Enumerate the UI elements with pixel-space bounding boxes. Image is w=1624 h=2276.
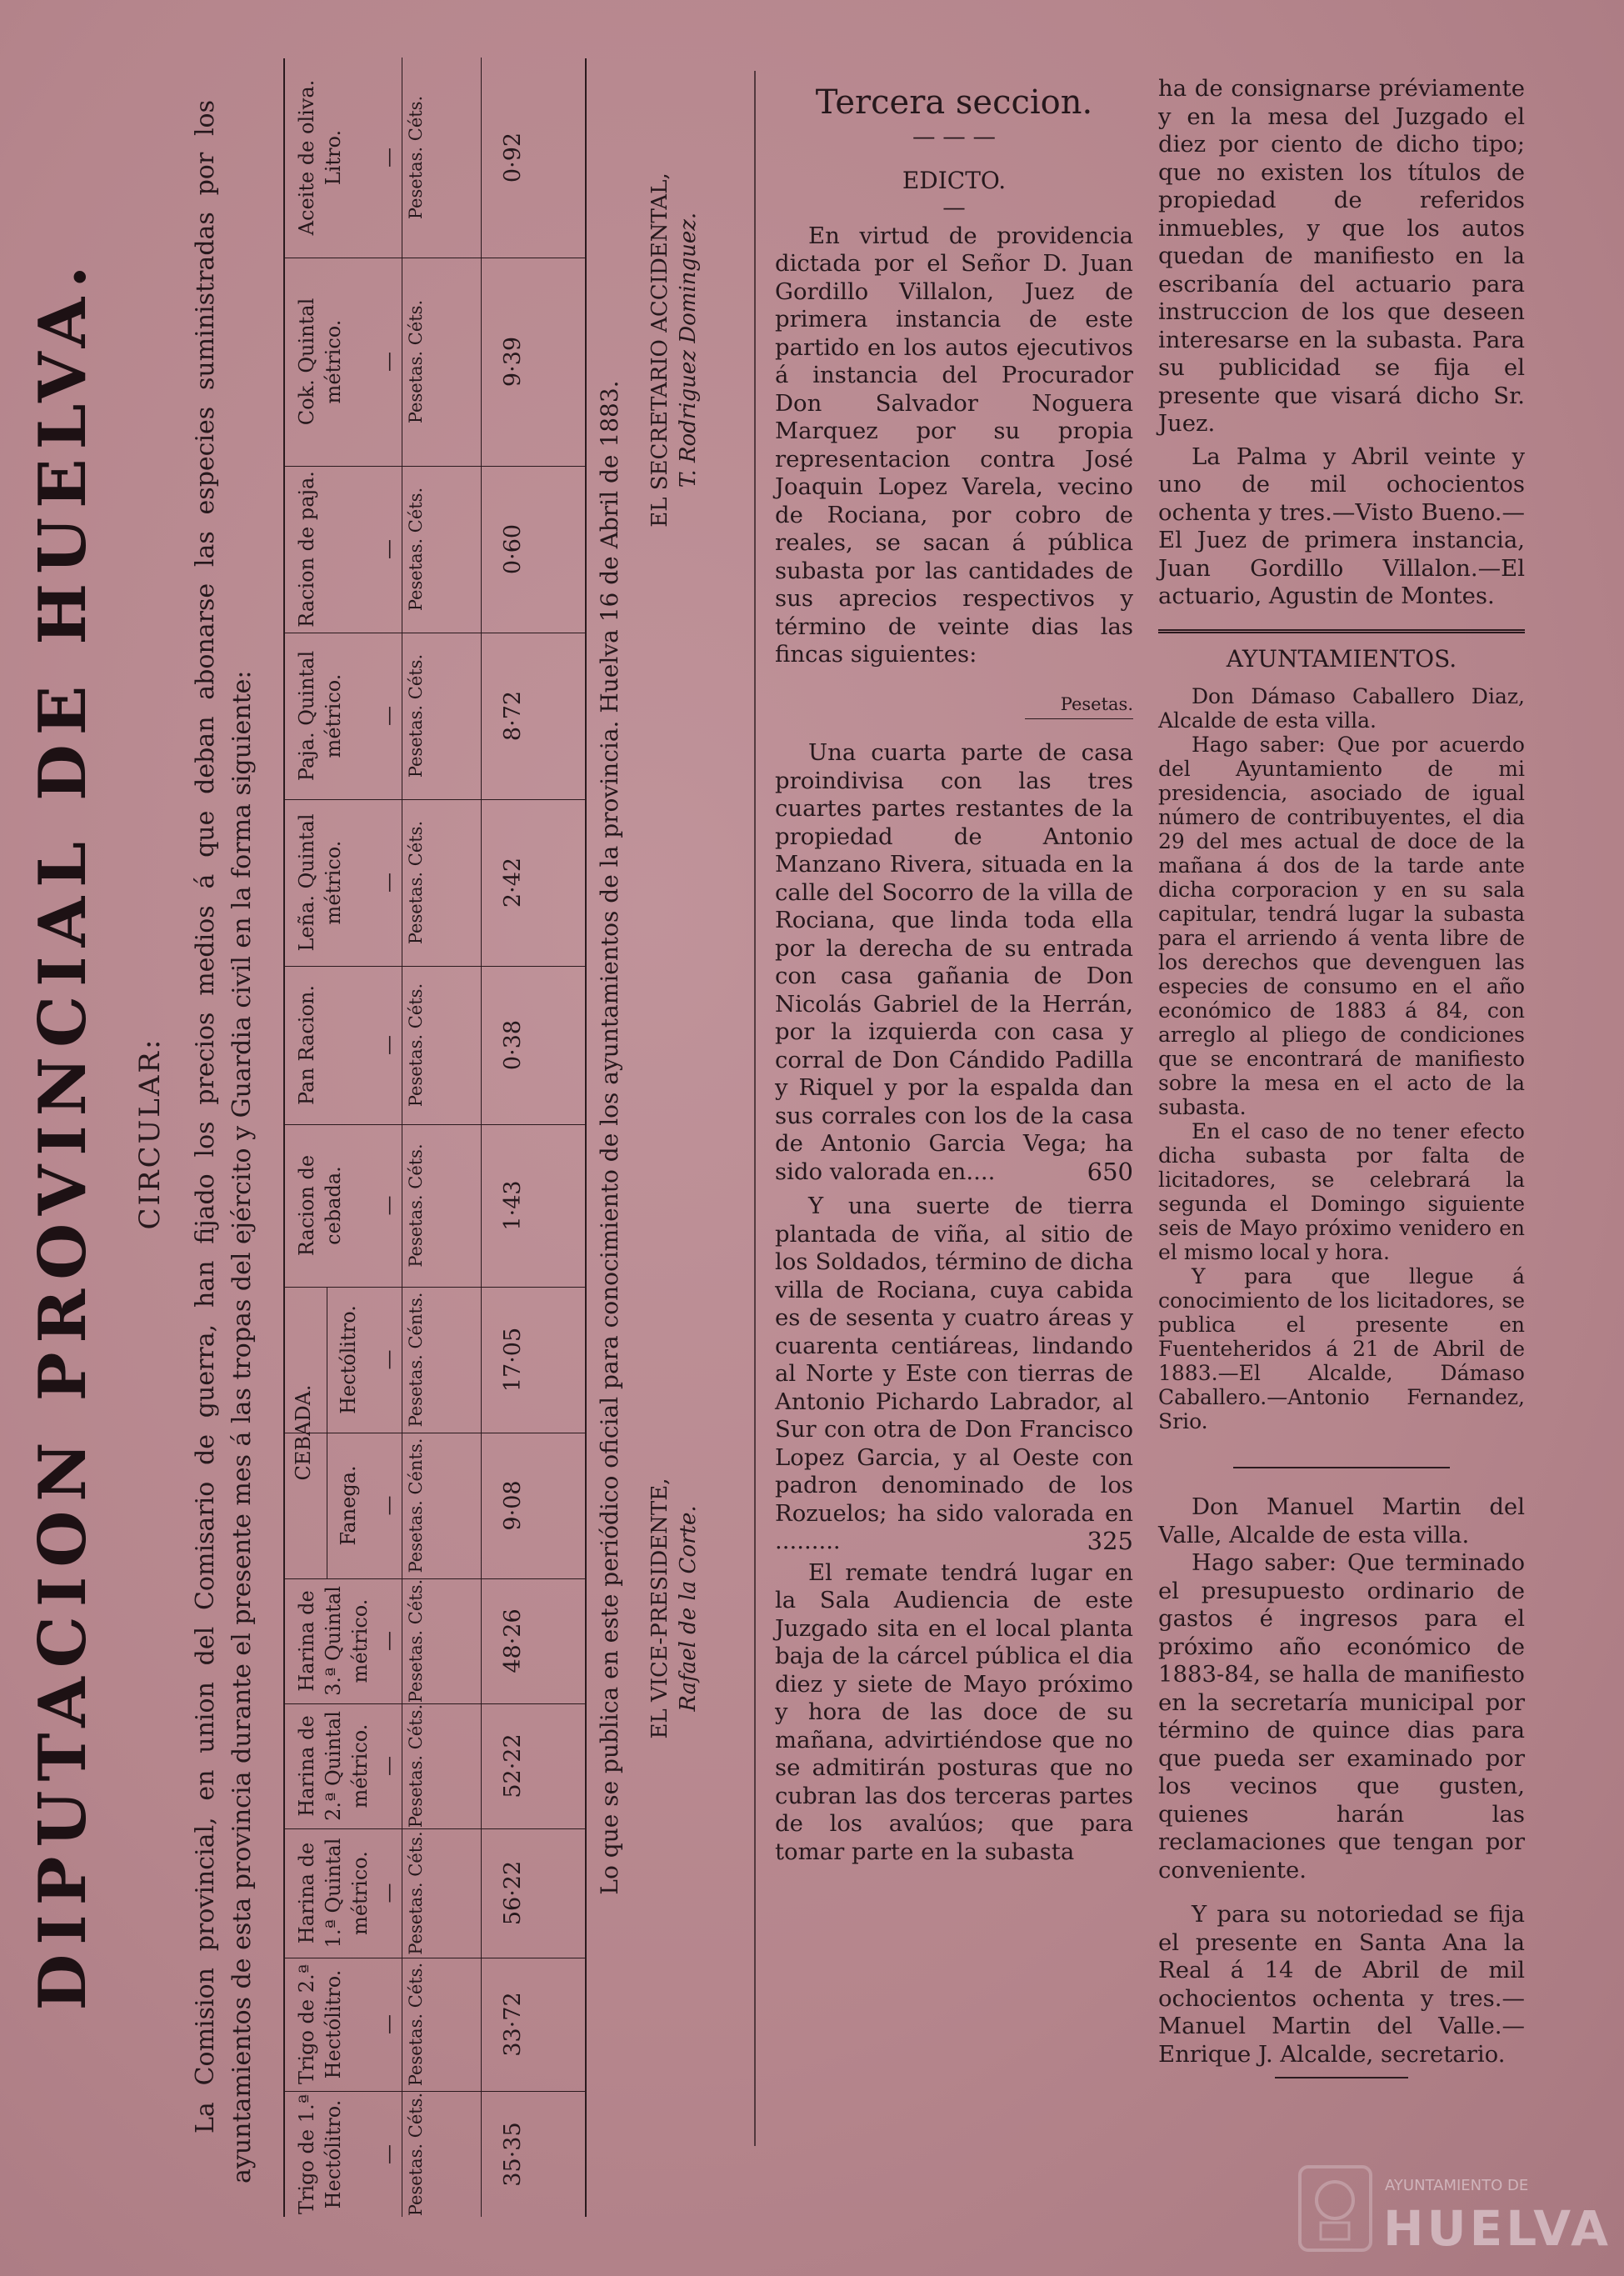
prices-table bbox=[283, 58, 587, 2217]
end-rule bbox=[1275, 2077, 1408, 2078]
signature-vice-president: EL VICE-PRESIDENTE, Rafael de la Corte. bbox=[647, 1478, 701, 1739]
table-col: Harina de 2.ª Quintal métrico. — Pesetas. Céts. 52·22 bbox=[285, 1703, 585, 1829]
table-col: Trigo de 2.ª Hectólitro. — Pesetas. Céts. 33·72 bbox=[285, 1958, 585, 2092]
finca-1: Una cuarta parte de casa proindivisa con las tres cuartes partes restantes de la propiedad de Antonio Manzano Rivera, situada en la calle del Socorro de la villa de Rociana, que linda toda ella por la derecha de su entrada con casa gañania de Don Nicolás Gabriel de la Herrán, por la izquierda con casa y corral de Don Cándido Padilla y Riquel y por la espalda dan sus corrales con los de la casa de Antonio Garcia Vega; ha sido valorada en.... 650 bbox=[775, 739, 1133, 1186]
ayunt-2-p2: Y para su notoriedad se fija el presente en Santa Ana la Real á 14 de Abril de mil ochocientos ochenta y tres.—Manuel Martin del Valle.—Enrique J. Alcalde, secretario. bbox=[1158, 1901, 1525, 2068]
diputacion-section bbox=[0, 0, 733, 2276]
edicto-continuation: ha de consignarse préviamente y en la mesa del Juzgado el diez por ciento de dicho tipo; que no existen los títulos de propiedad de referidos inmuebles, y que los autos quedan de manifiesto en la escribanía del actuario para instruccion de los que deseen interesarse en la subasta. Para su publicidad se fija el presente que visará dicho Sr. Juez. bbox=[1158, 75, 1525, 437]
ayunt-2-heading: Don Manuel Martin del Valle, Alcalde de esta villa. bbox=[1158, 1493, 1525, 1548]
table-col: Racion de paja. — Pesetas. Céts. 0·60 bbox=[285, 466, 585, 633]
table-col: Hectólitro. — Pesetas. Cénts. 17·05 bbox=[285, 1287, 585, 1433]
divider: — — — bbox=[912, 123, 996, 150]
watermark-text: HUELVA bbox=[1383, 2200, 1612, 2257]
table-col: Leña. Quintal métrico. — Pesetas. Céts. 2·42 bbox=[285, 799, 585, 967]
ayuntamientos-title: AYUNTAMIENTOS. bbox=[1226, 644, 1457, 673]
table-col: Trigo de 1.ª Hectólitro. — Pesetas. Céts. 35·35 bbox=[285, 2092, 585, 2217]
ayunt-1-heading: Don Dámaso Caballero Diaz, Alcalde de esta villa. bbox=[1158, 684, 1525, 733]
amount-325: 325 bbox=[1087, 1527, 1133, 1555]
table-col: Harina de 3.ª Quintal métrico. — Pesetas. Céts. 48·26 bbox=[285, 1578, 585, 1704]
table-col: Fanega. — Pesetas. Cénts. 9·08 bbox=[285, 1433, 585, 1579]
edicto-paragraph: En virtud de providencia dictada por el Señor D. Juan Gordillo Villalon, Juez de primera instancia de este partido en los autos ejecutivos á instancia del Procurador Don Salvador Noguera Marquez por su propia representacion contra José Joaquin Lopez Varela, vecino de Rociana, por cobro de reales, se sacan á pública subasta por las cantidades de sus aprecios respectivos y término de veinte dias las fincas siguientes: bbox=[775, 222, 1133, 668]
section-title: Tercera seccion. bbox=[815, 83, 1093, 122]
section-rule bbox=[1158, 629, 1525, 633]
tercera-seccion-column: Tercera seccion. — — — EDICTO. — En virtud de providencia dictada por el Señor D. Juan Gordillo Villalon, Juez de primera instancia de este partido en los autos ejecutivos á instancia del Procurador Don Salvador Noguera Marquez por su propia representacion contra José Joaquin Lopez Varela, vecino de Rociana, por cobro de reales, se sacan á pública subasta por las cantidades de sus aprecios respectivos y término de veinte dias las fincas siguientes: Pesetas. Una cuarta parte de casa proindivisa con las tres cuartes partes restantes de la propiedad de Antonio Manzano Rivera, situada en la calle del Socorro de la villa de Rociana, que linda toda ella por la derecha de su entrada con casa gañania de Don Nicolás Gabriel de la Herrán, por la izquierda con casa y corral de Don Cándido Padilla y Riquel y por la espalda dan sus corrales con los de la casa de Antonio Garcia Vega; ha sido valorada en.... 650 Y una suerte de tierra plantada de viña, al sitio de los Soldados, término de dicha villa de Rociana, cuya cabida es de sesenta y cuatro áreas y cuarenta centiáreas, lindando al Norte y Este con tierras de Antonio Pichardo Labrador, al Sur con otra de Don Francisco Lopez Garcia, y al Oeste con padron denominado de los Rozuelos; ha sido valorada en ......... 325 El remate tendrá lugar en la Sala Audiencia de este Juzgado sita en el local planta baja de la cárcel pública el dia diez y siete de Mayo próximo y hora de las doce de su mañana, advirtiéndose que no se admitirán posturas que no cubran las dos terceras partes de los avalúos; que para tomar parte en la subasta bbox=[775, 83, 1133, 1865]
cebada-group-header: CEBADA. bbox=[285, 1287, 327, 1579]
pesetas-label: Pesetas. bbox=[1025, 691, 1133, 720]
table-col: Aceite de oliva. Litro. — Pesetas. Céts. 0·92 bbox=[285, 58, 585, 258]
publication-line: Lo que se publica en este periódico oficial para conocimiento de los ayuntamientos de la provincia. Huelva 16 de Abril de 1883. bbox=[596, 380, 623, 1895]
right-column bbox=[1158, 75, 1525, 2078]
ayunt-1-p3: Y para que llegue á conocimiento de los licitadores, se publica el presente en Fuenteheridos á 21 de Abril de 1883.—El Alcalde, Dámaso Caballero.—Antonio Fernandez, Srio. bbox=[1158, 1264, 1525, 1433]
ayunt-1-p2: En el caso de no tener efecto dicha subasta por falta de licitadores, se celebrará la segunda el Domingo siguiente seis de Mayo próximo venidero en el mismo local y hora. bbox=[1158, 1119, 1525, 1264]
amount-650: 650 bbox=[1087, 1157, 1133, 1186]
signature-secretary: EL SECRETARIO ACCIDENTAL, T. Rodriguez Dominguez. bbox=[647, 173, 701, 528]
table-col: Cok. Quintal métrico. — Pesetas. Céts. 9·39 bbox=[285, 258, 585, 467]
table-col: Paja. Quintal métrico. — Pesetas. Céts. 8·72 bbox=[285, 633, 585, 800]
edicto-title: EDICTO. bbox=[902, 166, 1007, 194]
remate-paragraph: El remate tendrá lugar en la Sala Audiencia de este Juzgado sita en el local planta baja de la cárcel pública el dia diez y siete de Mayo próximo y hora de las doce de su mañana, advirtiéndose que no se admitirán posturas que no cubran las dos terceras partes de los avalúos; que para tomar parte en la subasta bbox=[775, 1558, 1133, 1865]
table-col: Pan Racion. — Pesetas. Céts. 0·38 bbox=[285, 966, 585, 1125]
short-rule bbox=[1233, 1467, 1450, 1468]
diputacion-title: DIPUTACION PROVINCIAL DE HUELVA. bbox=[25, 256, 101, 2011]
watermark-small-text: AYUNTAMIENTO DE bbox=[1385, 2177, 1529, 2194]
ayunt-1-p1: Hago saber: Que por acuerdo del Ayuntamiento de mi presidencia, asociado de igual número de contribuyentes, el dia 29 del mes actual de doce de la mañana á dos de la tarde ante dicha corporacion y en su sala capitular, tendrá lugar la subasta para el arriendo á venta libre de los derechos que devenguen las especies de consumo en el año económico de 1883 á 84, con arreglo al pliego de condiciones que se encontrará de manifiesto sobre la mesa en el acto de la subasta. bbox=[1158, 733, 1525, 1119]
circular-text: La Comision provincial, en union del Comisario de guerra, han fijado los precios medios á que deban abonarse las especies suministradas por los ayuntamientos de esta provincia durante el presente mes á las tropas del ejército y Guardia civil en la forma siguiente: bbox=[191, 100, 257, 2183]
finca-2: Y una suerte de tierra plantada de viña, al sitio de los Soldados, término de dicha villa de Rociana, cuya cabida es de sesenta y cuatro áreas y cuarenta centiáreas, lindando al Norte y Este con tierras de Antonio Pichardo Labrador, al Sur con otra de Don Francisco Lopez Garcia, y al Oeste con padron denominado de los Rozuelos; ha sido valorada en ......... 325 bbox=[775, 1193, 1133, 1555]
column-divider bbox=[754, 71, 756, 2146]
circular-title: CIRCULAR: bbox=[133, 1037, 167, 1230]
table-col: Harina de 1.ª Quintal métrico. — Pesetas. Céts. 56·22 bbox=[285, 1828, 585, 1958]
edicto-closing: La Palma y Abril veinte y uno de mil ochocientos ochenta y tres.—Visto Bueno.—El Juez de primera instancia, Juan Gordillo Villalon.—El actuario, Agustin de Montes. bbox=[1158, 443, 1525, 609]
ayunt-2-p1: Hago saber: Que terminado el presupuesto ordinario de gastos é ingresos para el próximo año económico de 1883-84, se halla de manifiesto en la secretaría municipal por término de quince dias para que pueda ser examinado por los vecinos que gusten, quienes harán las reclamaciones que tengan por conveniente. bbox=[1158, 1549, 1525, 1883]
table-col: Racion de cebada. — Pesetas. Céts. 1·43 bbox=[285, 1124, 585, 1288]
